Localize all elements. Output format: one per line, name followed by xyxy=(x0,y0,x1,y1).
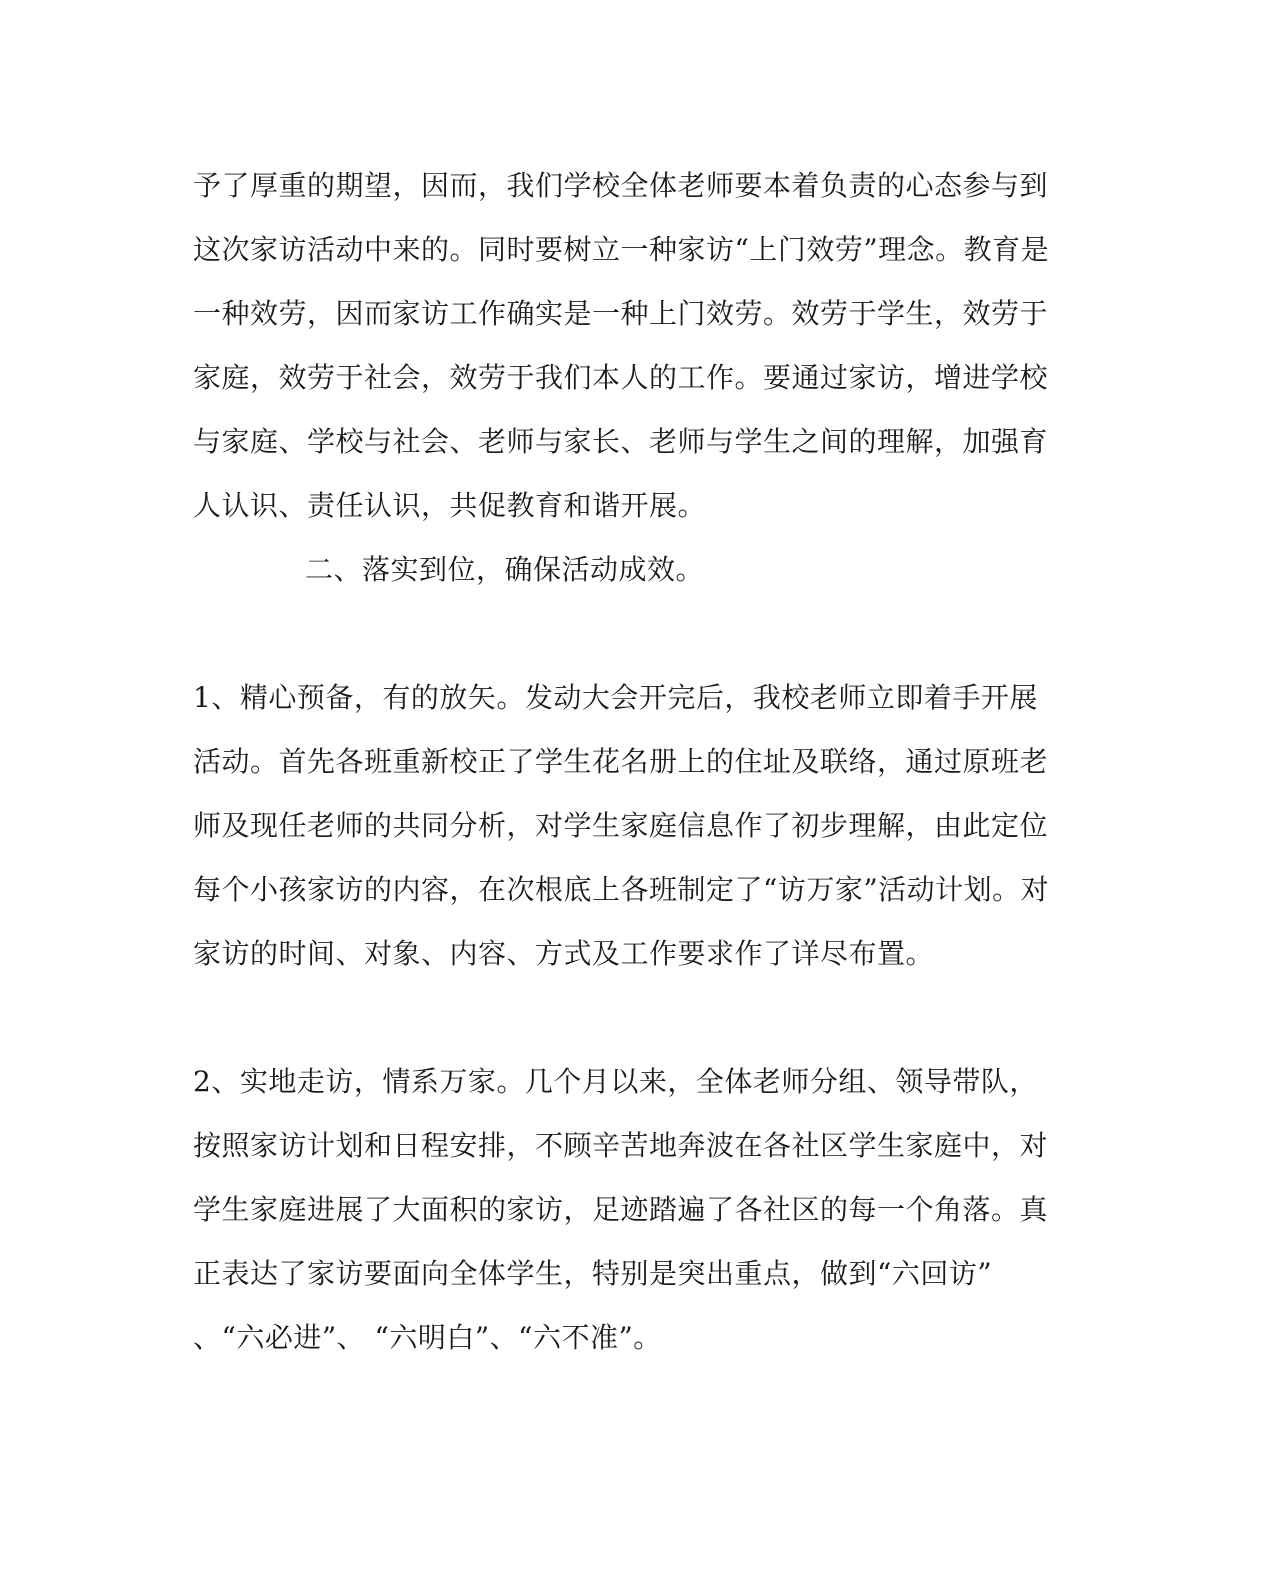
paragraph-line: 这次家访活动中来的。同时要树立一种家访“上门效劳”理念。教育是 xyxy=(193,233,1050,266)
paragraph-line: 家庭，效劳于社会，效劳于我们本人的工作。要通过家访，增进学校 xyxy=(193,361,1049,394)
paragraph-line: 师及现任老师的共同分析，对学生家庭信息作了初步理解，由此定位 xyxy=(193,809,1049,842)
paragraph-line: 一种效劳，因而家访工作确实是一种上门效劳。效劳于学生，效劳于 xyxy=(193,297,1049,330)
paragraph-line: 活动。首先各班重新校正了学生花名册上的住址及联络，通过原班老 xyxy=(193,745,1049,778)
paragraph-line: 1、精心预备，有的放矢。发动大会开完后，我校老师立即着手开展 xyxy=(193,681,1038,714)
paragraph-line: 人认识、责任认识，共促教育和谐开展。 xyxy=(193,489,707,522)
section-heading: 二、落实到位，确保活动成效。 xyxy=(305,553,705,586)
paragraph-line: 学生家庭进展了大面积的家访，足迹踏遍了各社区的每一个角落。真 xyxy=(193,1193,1049,1226)
paragraph-line: 、“六必进”、 “六明白”、“六不准”。 xyxy=(193,1321,662,1354)
paragraph-line: 按照家访计划和日程安排，不顾辛苦地奔波在各社区学生家庭中，对 xyxy=(193,1129,1049,1162)
paragraph-line: 与家庭、学校与社会、老师与家长、老师与学生之间的理解，加强育 xyxy=(193,425,1049,458)
paragraph-line: 每个小孩家访的内容，在次根底上各班制定了“访万家”活动计划。对 xyxy=(193,873,1050,906)
paragraph-line: 家访的时间、对象、内容、方式及工作要求作了详尽布置。 xyxy=(193,937,935,970)
paragraph-line: 正表达了家访要面向全体学生，特别是突出重点，做到“六回访” xyxy=(193,1257,993,1290)
paragraph-line: 2、实地走访，情系万家。几个月以来，全体老师分组、领导带队， xyxy=(193,1065,1038,1098)
paragraph-line: 予了厚重的期望，因而，我们学校全体老师要本着负责的心态参与到 xyxy=(193,169,1049,202)
